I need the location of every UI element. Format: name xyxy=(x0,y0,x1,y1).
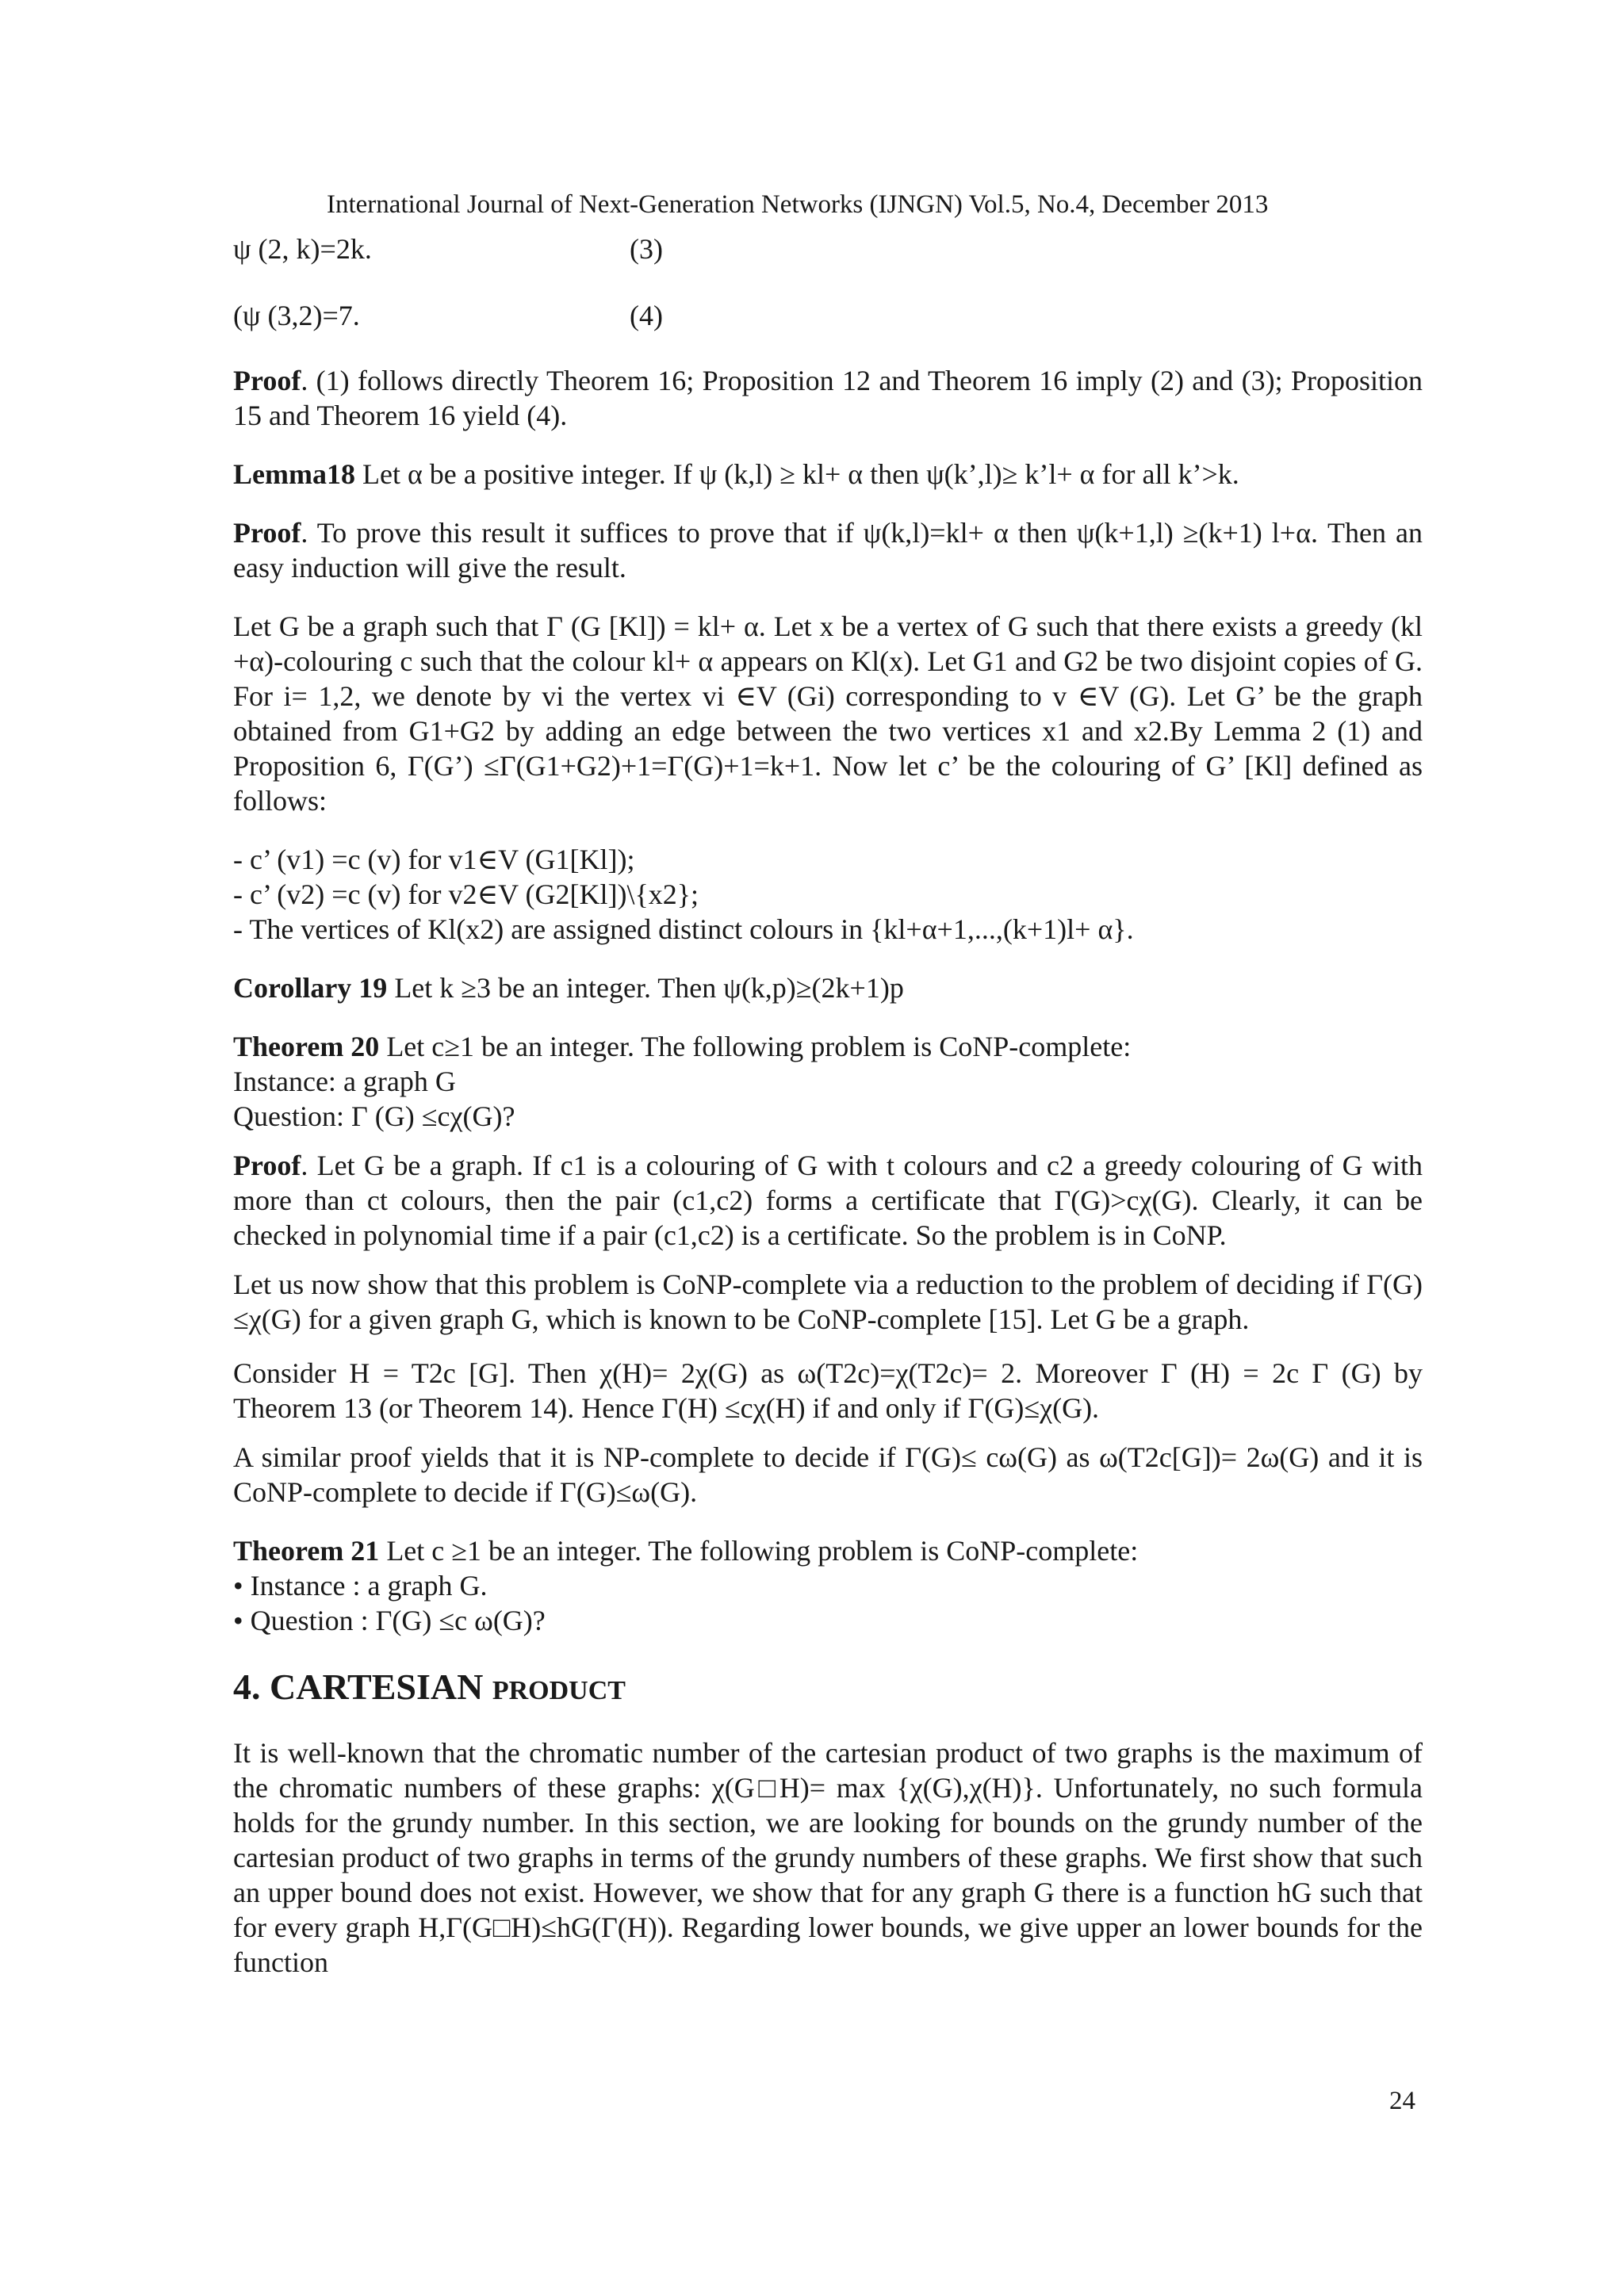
proof-text: . Let G be a graph. If c1 is a colouring of G with t colours and c2 a greedy colouring of G with more than ct colours, then the pair (c1,c2) forms a certificate that Γ(G)>cχ(G). Clearly, it can be checked in polynomial time if a pair (c1,c2) is a certificate. So the problem is in CoNP. xyxy=(233,1150,1423,1251)
lemma-18 xyxy=(233,457,1423,492)
equation-expression: ψ (2, k)=2k. xyxy=(233,233,372,265)
proof-label: Proof xyxy=(233,517,301,549)
theorem-line: Question: Γ (G) ≤cχ(G)? xyxy=(233,1100,515,1132)
proof-text: . To prove this result it suffices to prove that if ψ(k,l)=kl+ α then ψ(k+1,l) ≥(k+1) l+α. Then an easy induction will give the result. xyxy=(233,517,1423,584)
theorem-label: Theorem 21 xyxy=(233,1535,380,1567)
theorem-line: Instance: a graph G xyxy=(233,1066,456,1097)
proof-label: Proof xyxy=(233,1150,301,1181)
colouring-definition-list xyxy=(233,842,1423,947)
theorem-20 xyxy=(233,1029,1423,1134)
theorem-text: Let c≥1 be an integer. The following problem is CoNP-complete: xyxy=(379,1031,1132,1062)
proof-text: . (1) follows directly Theorem 16; Proposition 12 and Theorem 16 imply (2) and (3); Proposition 15 and Theorem 16 yield (4). xyxy=(233,365,1423,431)
lemma-label: Lemma18 xyxy=(233,458,355,490)
proof-paragraph xyxy=(233,515,1423,585)
equation-3 xyxy=(233,232,1423,266)
page-body xyxy=(233,232,1423,1980)
list-item: - c’ (v2) =c (v) for v2∈V (G2[Kl])\{x2}; xyxy=(233,878,699,910)
body-paragraph: It is well-known that the chromatic number of the cartesian product of two graphs is the maximum of the chromatic numbers of these graphs: χ(G□H)= max {χ(G),χ(H)}. Unfortunately, no such formula holds for the grundy number. In this section, we are looking for bounds on the grundy number of the cartesian product of two graphs in terms of the grundy numbers of these graphs. We first show that such an upper bound does not exist. However, we show that for any graph G there is a function hG such that for every graph H,Γ(G□H)≤hG(Γ(H)). Regarding lower bounds, we give upper an lower bounds for the function xyxy=(233,1737,1423,1978)
equation-number: (3) xyxy=(630,233,663,265)
body-paragraph: Let G be a graph such that Γ (G [Kl]) = kl+ α. Let x be a vertex of G such that there exists a greedy (kl +α)-colouring c such that the colour kl+ α appears on Kl(x). Let G1 and G2 be two disjoint copies of G. For i= 1,2, we denote by vi the vertex vi ∈V (Gi) corresponding to v ∈V (G). Let G’ be the graph obtained from G1+G2 by adding an edge between the two vertices x1 and x2.By Lemma 2 (1) and Proposition 6, Γ(G’) ≤Γ(G1+G2)+1=Γ(G)+1=k+1. Now let c’ be the colouring of G’ [Kl] defined as follows: xyxy=(233,610,1423,817)
theorem-text: Let c ≥1 be an integer. The following problem is CoNP-complete: xyxy=(379,1535,1139,1567)
theorem-21 xyxy=(233,1533,1423,1638)
section-title: 4. CARTESIAN xyxy=(233,1667,492,1707)
corollary-label: Corollary 19 xyxy=(233,972,388,1004)
corollary-text: Let k ≥3 be an integer. Then ψ(k,p)≥(2k+1)p xyxy=(387,972,904,1004)
proof-paragraph xyxy=(233,363,1423,433)
proof-paragraph xyxy=(233,1148,1423,1253)
theorem-line: • Question : Γ(G) ≤c ω(G)? xyxy=(233,1605,546,1636)
list-item: - The vertices of Kl(x2) are assigned distinct colours in {kl+α+1,...,(k+1)l+ α}. xyxy=(233,913,1134,945)
section-title-smallcaps: PRODUCT xyxy=(492,1676,626,1705)
equation-number: (4) xyxy=(630,300,663,331)
theorem-line: • Instance : a graph G. xyxy=(233,1570,488,1601)
list-item: - c’ (v1) =c (v) for v1∈V (G1[Kl]); xyxy=(233,844,635,875)
body-paragraph: Let us now show that this problem is CoNP-complete via a reduction to the problem of deciding if Γ(G) ≤χ(G) for a given graph G, which is known to be CoNP-complete [15]. Let G be a graph. xyxy=(233,1269,1423,1335)
equation-expression: (ψ (3,2)=7. xyxy=(233,300,360,331)
equation-4 xyxy=(233,298,1423,333)
page-number: 24 xyxy=(1389,2087,1415,2115)
theorem-label: Theorem 20 xyxy=(233,1031,380,1062)
body-paragraph: Consider H = T2c [G]. Then χ(H)= 2χ(G) as ω(T2c)=χ(T2c)= 2. Moreover Γ (H) = 2c Γ (G) by Theorem 13 (or Theorem 14). Hence Γ(H) ≤cχ(H) if and only if Γ(G)≤χ(G). xyxy=(233,1357,1423,1424)
corollary-19 xyxy=(233,970,1423,1005)
running-header: International Journal of Next-Generation Networks (IJNGN) Vol.5, No.4, December 2013 xyxy=(327,190,1269,219)
lemma-text: Let α be a positive integer. If ψ (k,l) ≥ kl+ α then ψ(k’,l)≥ k’l+ α for all k’>k. xyxy=(354,458,1239,490)
body-paragraph: A similar proof yields that it is NP-complete to decide if Γ(G)≤ cω(G) as ω(T2c[G])= 2ω(G) and it is CoNP-complete to decide if Γ(G)≤ω(G). xyxy=(233,1441,1423,1508)
section-heading xyxy=(233,1665,1423,1713)
proof-label: Proof xyxy=(233,365,301,396)
